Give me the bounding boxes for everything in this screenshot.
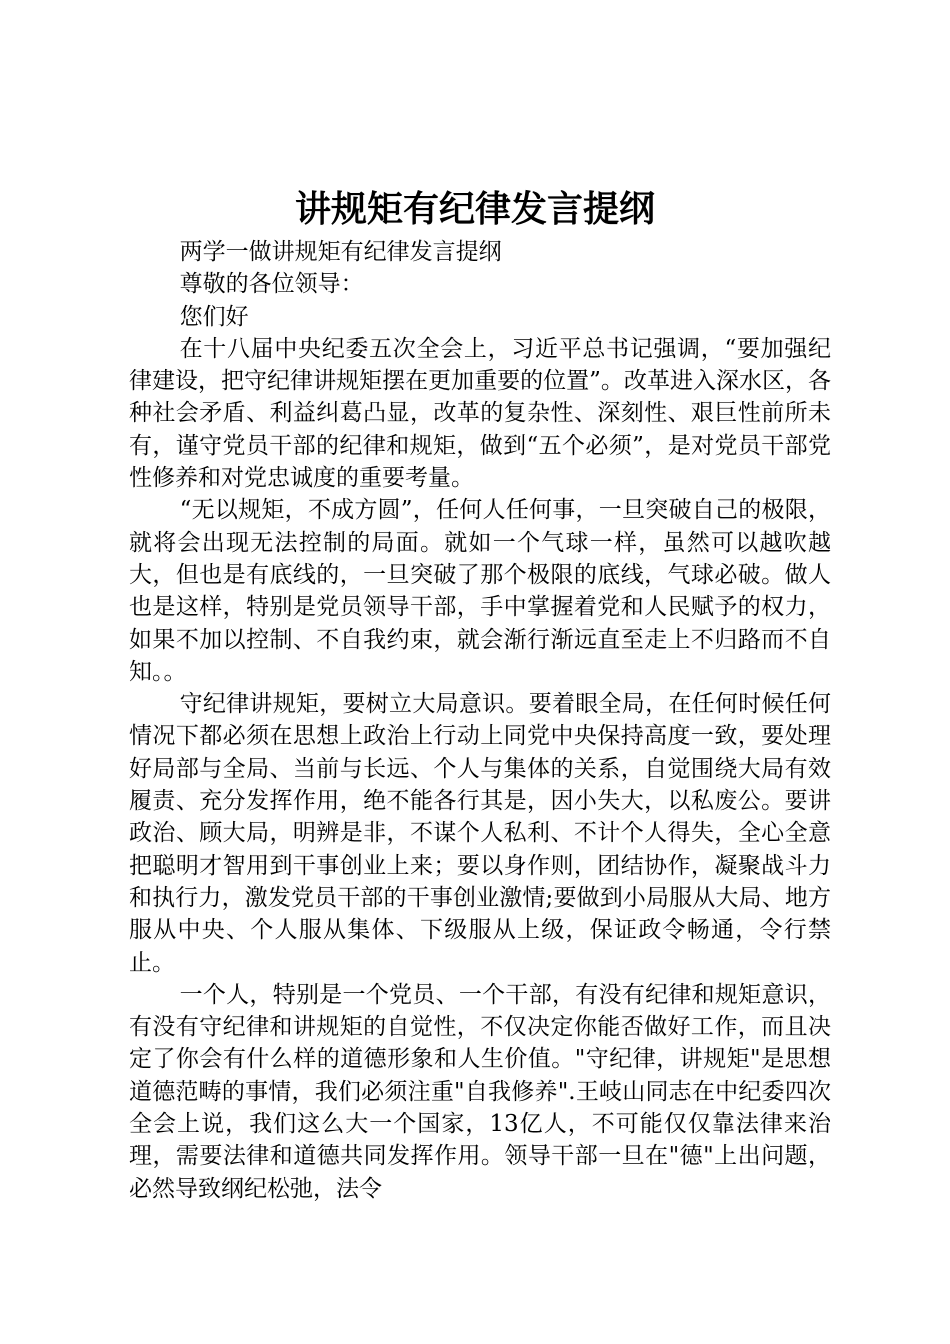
paragraph: 一个人，特别是一个党员、一个干部，有没有纪律和规矩意识，有没有守纪律和讲规矩的自觉性，不仅决定你能否做好工作，而且决定了你会有什么样的道德形象和人生价值。"守纪律，讲规矩"是思想道德范畴的事情，我们必须注重"自我修养".王岐山同志在中纪委四次全会上说，我们这么大一个国家，13亿人，不可能仅仅靠法律来治理，需要法律和道德共同发挥作用。领导干部一旦在"德"上出问题，必然导致纲纪松弛，法令 [129, 981, 831, 1202]
paragraph-salutation: 尊敬的各位领导： [179, 271, 364, 298]
paragraph-greeting: 您们好 [179, 303, 249, 330]
paragraph: 守纪律讲规矩，要树立大局意识。要着眼全局，在任何时候任何情况下都必须在思想上政治上行动上同党中央保持高度一致，要处理好局部与全局、当前与长远、个人与集体的关系，自觉围绕大局有效履责、充分发挥作用，绝不能各行其是，因小失大，以私废公。要讲政治、顾大局，明辨是非，不谋个人私利、不计个人得失，全心全意把聪明才智用到干事创业上来；要以身作则，团结协作，凝聚战斗力和执行力，激发党员干部的干事创业激情;要做到小局服从大局、地方服从中央、个人服从集体、下级服从上级，保证政令畅通，令行禁止。 [129, 691, 831, 976]
paragraph-subtitle: 两学一做讲规矩有纪律发言提纲 [179, 239, 502, 265]
paragraph: 在十八届中央纪委五次全会上，习近平总书记强调，“要加强纪律建设，把守纪律讲规矩摆在更加重要的位置”。改革进入深水区，各种社会矛盾、利益纠葛凸显，改革的复杂性、深刻性、艰巨性前所未有，谨守党员干部的纪律和规矩，做到“五个必须”，是对党员干部党性修养和对党忠诚度的重要考量。 [129, 335, 831, 492]
document-title: 讲规矩有纪律发言提纲 [294, 188, 655, 230]
paragraph: “无以规矩，不成方圆”，任何人任何事，一旦突破自己的极限，就将会出现无法控制的局面。就如一个气球一样，虽然可以越吹越大，但也是有底线的，一旦突破了那个极限的底线，气球必破。做人也是这样，特别是党员领导干部，手中掌握着党和人民赋予的权力，如果不加以控制、不自我约束，就会渐行渐远直至走上不归路而不自知。。 [129, 497, 831, 685]
document-body [129, 236, 831, 1205]
